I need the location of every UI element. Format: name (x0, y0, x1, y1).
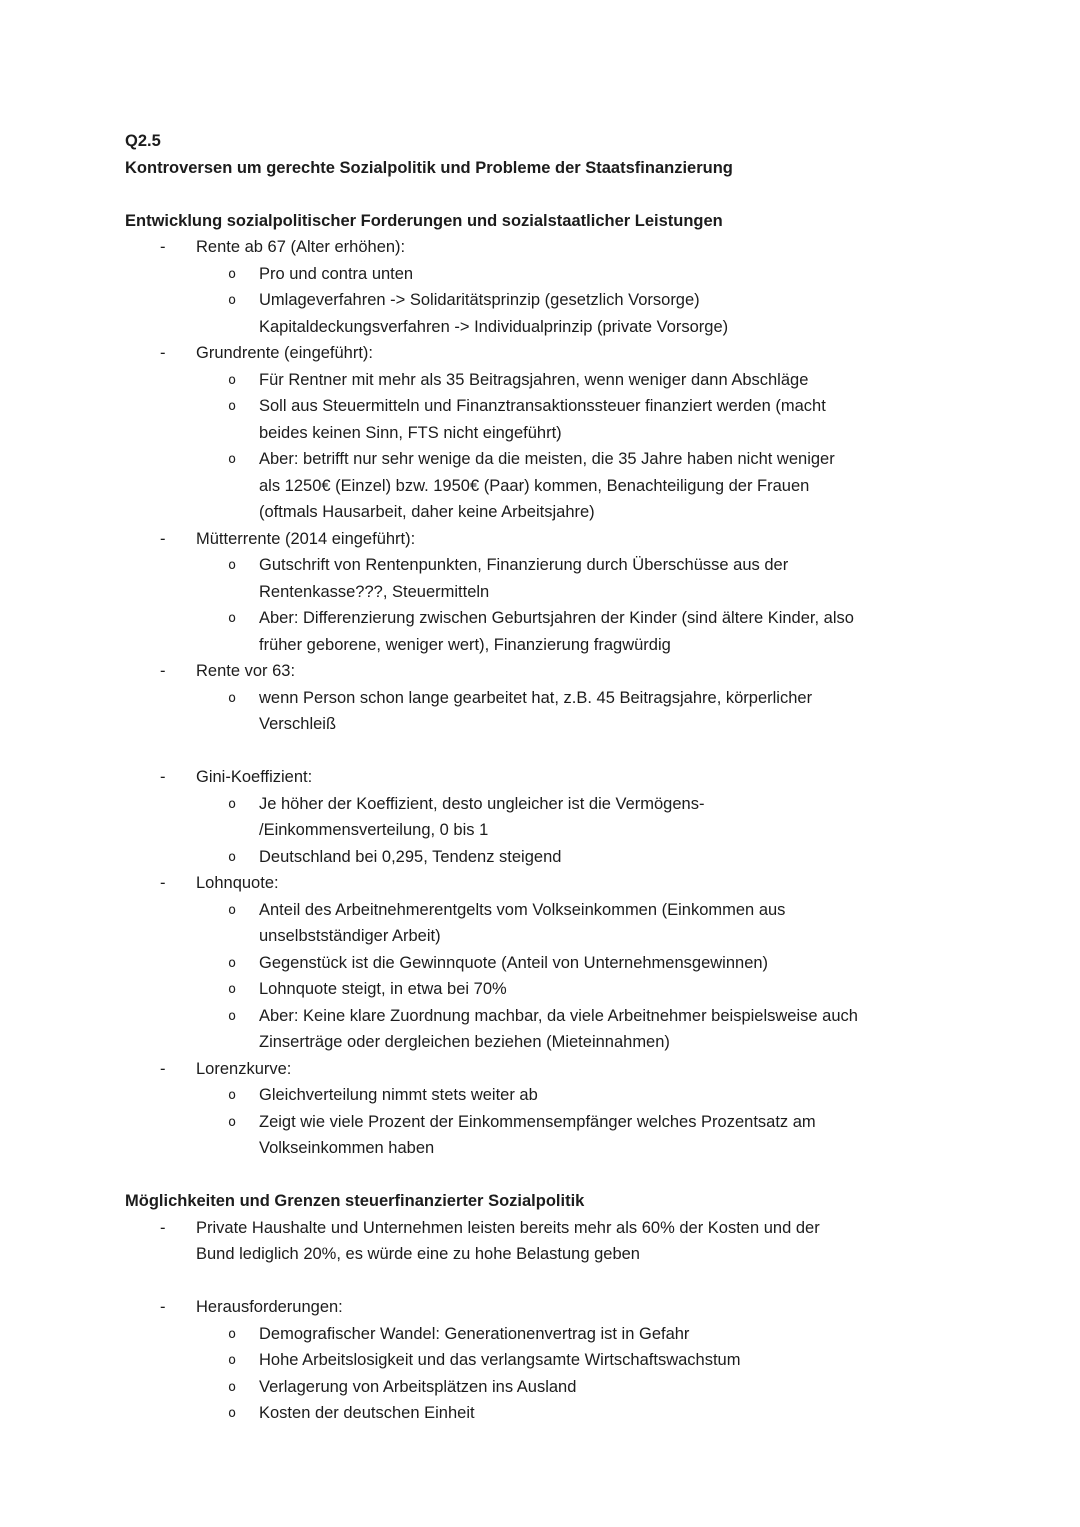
sub-item-line (0, 473, 1080, 500)
sub-item-line-text: Lohnquote steigt, in etwa bei 70% (259, 980, 507, 998)
sub-item-line-text: beides keinen Sinn, FTS nicht eingeführt) (259, 423, 562, 442)
list-item-label-text: Rente ab 67 (Alter erhöhen): (196, 238, 406, 256)
circle-bullet: o (228, 689, 237, 706)
section-list-moeglichkeiten (0, 1215, 1080, 1427)
sub-item-line (0, 552, 1080, 579)
list-item-label-text: Gini-Koeffizient: (196, 768, 313, 786)
list-item-label (0, 764, 1080, 791)
sub-item-line-text: Hohe Arbeitslosigkeit und das verlangsamte Wirtschaftswachstum (259, 1351, 741, 1369)
sub-item-line (0, 817, 1080, 844)
section-heading-entwicklung: Entwicklung sozialpolitischer Forderungen und sozialstaatlicher Leistungen (125, 211, 723, 230)
section-list-entwicklung (0, 234, 1080, 1162)
sub-item-line (0, 499, 1080, 526)
circle-bullet: o (228, 557, 237, 573)
sub-item-line-text: Zeigt wie viele Prozent der Einkommensempfänger welches Prozentsatz am (259, 1112, 816, 1131)
sub-item-line (0, 314, 1080, 341)
sub-item-line-text: /Einkommensverteilung, 0 bis 1 (259, 821, 489, 839)
sub-item-line (0, 844, 1080, 871)
circle-bullet: o (228, 1325, 237, 1342)
circle-bullet: o (228, 398, 237, 414)
sub-item-line-text: Gleichverteilung nimmt stets weiter ab (259, 1086, 538, 1104)
sub-item-line (0, 261, 1080, 288)
list-item-label-text: Bund lediglich 20%, es würde eine zu hohe Belastung geben (196, 1245, 640, 1263)
sub-item-line (0, 1321, 1080, 1348)
dash-bullet: - (160, 1298, 166, 1316)
circle-bullet: o (228, 371, 237, 388)
sub-item-line-text: Rentenkasse???, Steuermitteln (259, 582, 490, 601)
list-item-label-text: Lohnquote: (196, 874, 279, 892)
sub-item-line (0, 605, 1080, 632)
list-item-label (0, 526, 1080, 553)
sub-item-line (0, 1029, 1080, 1056)
blank-line (0, 181, 1080, 208)
circle-bullet: o (228, 451, 237, 467)
list-item-label-text: Grundrente (eingeführt): (196, 344, 374, 362)
circle-bullet: o (228, 981, 237, 997)
sub-item-line-text: Pro und contra unten (259, 264, 414, 283)
sub-item-line-text: Gegenstück ist die Gewinnquote (Anteil von Unternehmensgewinnen) (259, 953, 769, 972)
sub-item-line (0, 1400, 1080, 1427)
sub-item-line-text: Gutschrift von Rentenpunkten, Finanzierung durch Überschüsse aus der (259, 556, 789, 574)
circle-bullet: o (228, 848, 237, 865)
sub-item-line-text: Verschleiß (259, 715, 337, 733)
circle-bullet: o (228, 1113, 237, 1130)
circle-bullet: o (228, 795, 237, 812)
sub-item-line-text: wenn Person schon lange gearbeitet hat, z.B. 45 Beitragsjahre, körperlicher (259, 688, 813, 707)
sub-item-line (0, 976, 1080, 1003)
sub-item-line-text: Soll aus Steuermitteln und Finanztransaktionssteuer finanziert werden (macht (259, 397, 826, 415)
sub-item-line (0, 579, 1080, 606)
circle-bullet: o (228, 1352, 237, 1368)
dash-bullet: - (160, 662, 166, 680)
sub-item-line-text: Volkseinkommen haben (259, 1139, 435, 1157)
sub-item-line-text: Deutschland bei 0,295, Tendenz steigend (259, 847, 562, 866)
circle-bullet: o (228, 1087, 237, 1103)
sub-item-line-text: Kosten der deutschen Einheit (259, 1404, 475, 1422)
list-item-label (0, 658, 1080, 685)
list-item-label (0, 1215, 1080, 1242)
sub-item-line-text: unselbstständiger Arbeit) (259, 927, 441, 945)
sub-item-line (0, 1374, 1080, 1401)
sub-item-line-text: Anteil des Arbeitnehmerentgelts vom Volkseinkommen (Einkommen aus (259, 900, 786, 919)
circle-bullet: o (228, 610, 237, 626)
sub-item-line (0, 1003, 1080, 1030)
circle-bullet: o (228, 265, 237, 282)
list-item-label-text: Lorenzkurve: (196, 1059, 292, 1078)
circle-bullet: o (228, 1007, 237, 1024)
sub-item-line-text: Aber: Keine klare Zuordnung machbar, da viele Arbeitnehmer beispielsweise auch (259, 1006, 858, 1025)
sub-item-line-text: Aber: betrifft nur sehr wenige da die meisten, die 35 Jahre haben nicht weniger (259, 450, 835, 468)
sub-item-line (0, 1135, 1080, 1162)
dash-bullet: - (160, 874, 166, 892)
list-item-label (0, 340, 1080, 367)
list-item-label-text: Rente vor 63: (196, 662, 296, 680)
sub-item-line-text: Verlagerung von Arbeitsplätzen ins Ausland (259, 1377, 577, 1396)
sub-item-line (0, 1347, 1080, 1374)
dash-bullet: - (160, 238, 166, 256)
sub-item-line-text: als 1250€ (Einzel) bzw. 1950€ (Paar) kommen, Benachteiligung der Frauen (259, 476, 810, 495)
list-item-label-text: Herausforderungen: (196, 1298, 343, 1316)
dash-bullet: - (160, 529, 166, 548)
sub-item-line (0, 685, 1080, 712)
sub-item-line (0, 1109, 1080, 1136)
sub-item-line (0, 791, 1080, 818)
sub-item-line (0, 632, 1080, 659)
sub-item-line (0, 1082, 1080, 1109)
sub-item-line-text: Kapitaldeckungsverfahren -> Individualprinzip (private Vorsorge) (259, 317, 729, 336)
list-item-label (0, 1294, 1080, 1321)
sub-item-line-text: früher geborene, weniger wert), Finanzierung fragwürdig (259, 635, 671, 654)
list-item-label-text: Mütterrente (2014 eingeführt): (196, 529, 416, 548)
circle-bullet: o (228, 1378, 237, 1395)
sub-item-line-text: (oftmals Hausarbeit, daher keine Arbeitsjahre) (259, 503, 595, 521)
list-item-label (0, 1056, 1080, 1083)
sub-item-line (0, 446, 1080, 473)
sub-item-line-text: Zinserträge oder dergleichen beziehen (Mieteinnahmen) (259, 1033, 670, 1051)
dash-bullet: - (160, 344, 166, 362)
sub-item-line-text: Je höher der Koeffizient, desto ungleicher ist die Vermögens- (259, 794, 705, 813)
sub-item-line (0, 367, 1080, 394)
list-item-label (0, 870, 1080, 897)
doc-title: Q2.5 (125, 132, 161, 150)
sub-item-line (0, 393, 1080, 420)
blank-line (0, 738, 1080, 765)
blank-line (0, 1162, 1080, 1189)
sub-item-line (0, 923, 1080, 950)
list-item-label (0, 234, 1080, 261)
sub-item-line-text: Für Rentner mit mehr als 35 Beitragsjahren, wenn weniger dann Abschläge (259, 370, 809, 389)
sub-item-line (0, 950, 1080, 977)
doc-subtitle: Kontroversen um gerechte Sozialpolitik und Probleme der Staatsfinanzierung (125, 158, 733, 177)
sub-item-line (0, 711, 1080, 738)
circle-bullet: o (228, 1405, 237, 1421)
sub-item-line-text: Umlageverfahren -> Solidaritätsprinzip (gesetzlich Vorsorge) (259, 291, 700, 309)
dash-bullet: - (160, 1059, 166, 1078)
sub-item-line-text: Demografischer Wandel: Generationenvertrag ist in Gefahr (259, 1324, 690, 1343)
list-item-label-text: Private Haushalte und Unternehmen leisten bereits mehr als 60% der Kosten und der (196, 1218, 820, 1237)
blank-line (0, 1268, 1080, 1295)
dash-bullet: - (160, 1218, 166, 1237)
sub-item-line-text: Aber: Differenzierung zwischen Geburtsjahren der Kinder (sind ältere Kinder, also (259, 609, 854, 627)
sub-item-line (0, 420, 1080, 447)
circle-bullet: o (228, 954, 237, 971)
sub-item-line (0, 897, 1080, 924)
circle-bullet: o (228, 901, 237, 918)
circle-bullet: o (228, 292, 237, 308)
section-heading-moeglichkeiten: Möglichkeiten und Grenzen steuerfinanzierter Sozialpolitik (125, 1192, 585, 1210)
dash-bullet: - (160, 768, 166, 786)
sub-item-line (0, 287, 1080, 314)
list-item-label (0, 1241, 1080, 1268)
